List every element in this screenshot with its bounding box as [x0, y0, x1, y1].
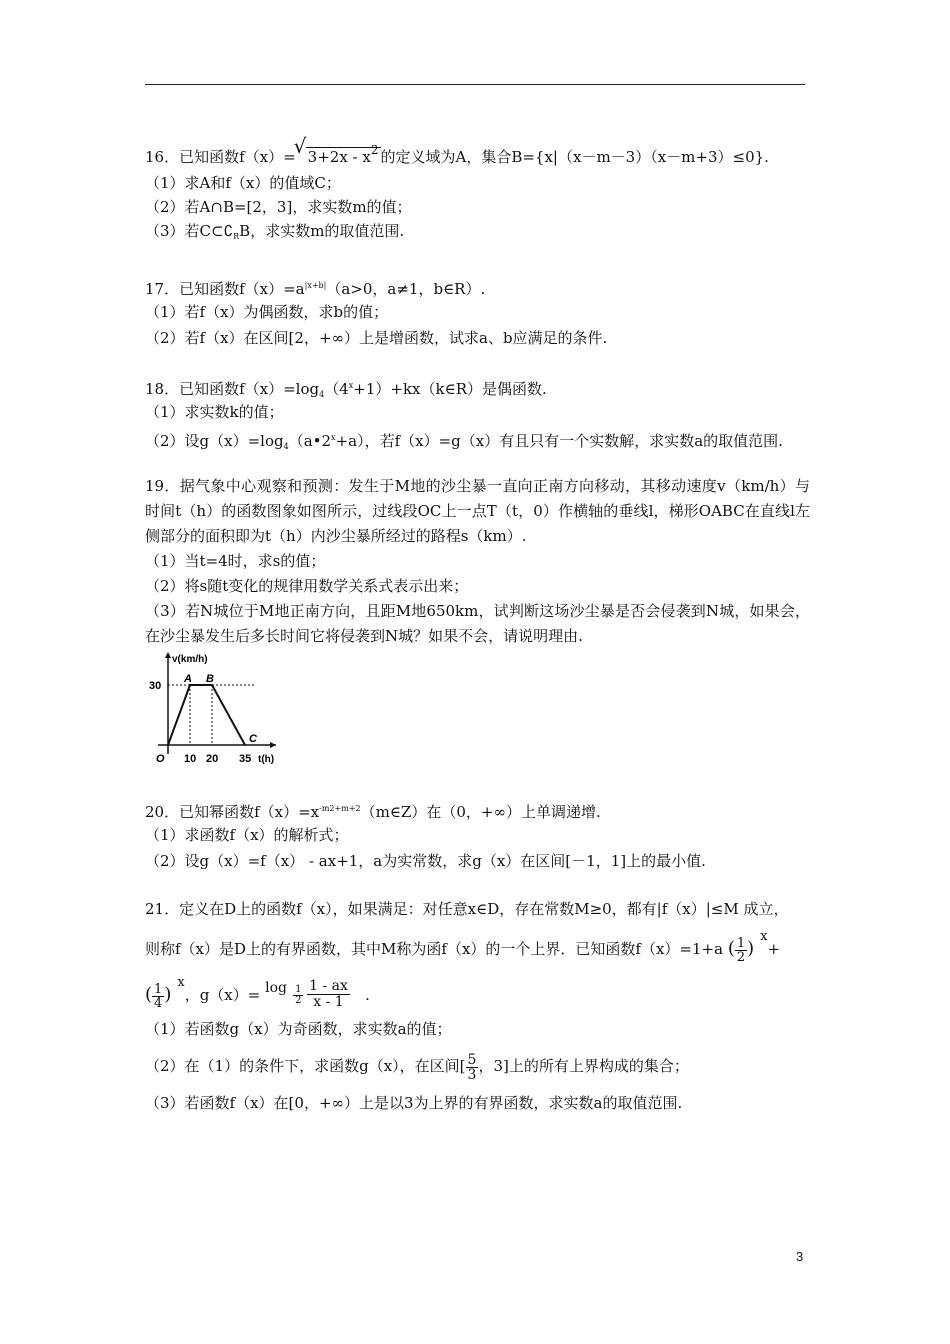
q21-part3: （3）若函数f（x）在[0，+∞）上是以3为上界的有界函数，求实数a的取值范围.	[145, 1094, 683, 1112]
fraction-one-quarter	[152, 983, 164, 1010]
log-base	[293, 985, 303, 1006]
q18-part2	[145, 427, 810, 449]
point-label-A: A	[184, 673, 192, 685]
q18-p2-post: +a），若f（x）=g（x）有且只有一个实数解，求实数a的取值范围.	[335, 432, 783, 450]
q16-radicand: 3+2x - x	[307, 148, 371, 166]
exponent-x: x	[760, 929, 768, 944]
q18-stem-pre: 18．已知函数f（x）=log	[145, 380, 320, 398]
q21-stem2-pre: 则称f（x）是D上的有界函数，其中M称为函f（x）的一个上界．已知函数f（x）=1+a	[145, 940, 724, 958]
q18-stem-mid: （4	[324, 380, 349, 398]
q16-part3	[145, 220, 810, 242]
paren-open: (	[727, 938, 735, 959]
paren-open: (	[145, 984, 153, 1005]
log-arg-numerator: 1 - ax	[309, 978, 348, 994]
question-20	[145, 798, 810, 872]
q20-stem-pre: 20．已知幂函数f（x）=x	[145, 803, 320, 821]
q20-stem-post: （m∈Z）在（0，+∞）上单调递增.	[360, 803, 601, 821]
q21-stem-line1: 21．定义在D上的函数f（x），如果满足：对任意x∈D，存在常数M≥0，都有|f（x）|≤M 成立，	[145, 900, 789, 918]
five-thirds-numerator: 5	[467, 1051, 477, 1068]
half-denominator: 2	[736, 949, 746, 965]
q18-stem-post: +1）+kx（k∈R）是偶函数.	[353, 380, 547, 398]
y-axis-label: v(km/h)	[172, 654, 208, 665]
q16-p3-sub: R	[233, 232, 240, 241]
x-tick-label-35: 35	[239, 753, 252, 765]
velocity-time-graph	[148, 650, 278, 765]
paren-close: )	[747, 938, 755, 959]
y-axis-arrow-icon	[165, 652, 171, 658]
q17-stem-pre: 17．已知函数f（x）=a	[145, 280, 305, 298]
q18-p2-exp: x	[331, 433, 336, 442]
q16-stem-post: 的定义域为A，集合B={x|（x－m－3）（x－m+3）≤0}.	[380, 148, 769, 166]
x-tick-label-20: 20	[206, 753, 219, 765]
point-label-B: B	[206, 673, 214, 685]
paren-close: )	[164, 984, 172, 1005]
log-expression	[265, 979, 365, 1013]
q17-part2: （2）若f（x）在区间[2，+∞）上是增函数，试求a、b应满足的条件.	[145, 329, 608, 347]
q19-part1: （1）当t=4时，求s的值；	[145, 552, 326, 570]
q18-p2-sub: 4	[283, 442, 289, 451]
fraction-one-half	[735, 937, 747, 964]
y-tick-label-30: 30	[149, 680, 162, 692]
q18-p2-mid: （a•2	[288, 432, 332, 450]
exponent-x: x	[177, 975, 185, 990]
q20-part2: （2）设g（x）=f（x） - ax+1，a为实常数，求g（x）在区间[－1，1]上的最小值.	[145, 852, 706, 870]
q18-stem-exp: x	[348, 381, 354, 390]
x-axis-label: t(h)	[258, 754, 275, 765]
origin-label: O	[156, 753, 165, 765]
x-axis-arrow-icon	[270, 742, 276, 748]
q17-stem	[145, 275, 810, 297]
question-18	[145, 375, 810, 449]
x-tick-label-10: 10	[184, 753, 197, 765]
point-label-C: C	[249, 733, 257, 745]
half-numerator: 1	[736, 935, 746, 951]
log-base-denominator: 2	[295, 995, 302, 1006]
q21-stem-line2	[145, 929, 810, 965]
q20-part1: （1）求函数f（x）的解析式；	[145, 826, 349, 844]
log-argument	[307, 979, 350, 1010]
q21-part2	[145, 1051, 810, 1083]
log-word: log	[265, 980, 287, 996]
q18-part1: （1）求实数k的值；	[145, 403, 284, 421]
q16-stem	[145, 136, 810, 164]
q16-part2: （2）若A∩B=[2，3]，求实数m的值；	[145, 198, 412, 216]
q16-p3-pre: （3）若C⊂∁	[145, 222, 234, 240]
five-thirds-denominator: 3	[467, 1066, 477, 1083]
q21-stem-line3	[145, 975, 810, 1012]
q21-g-pre: ，g（x）=	[184, 986, 261, 1004]
log-base-numerator: 1	[295, 984, 302, 995]
velocity-line	[168, 685, 245, 745]
plus-sign: +	[767, 940, 781, 958]
q18-stem-sub: 4	[319, 390, 325, 399]
period: .	[365, 986, 370, 1004]
q19-part3: （3）若N城位于M地正南方向，且距M地650km，试判断这场沙尘暴是否会侵袭到N城，如果会，在沙尘暴发生后多长时间它将侵袭到N城？如果不会，请说明理由.	[145, 602, 810, 645]
q20-stem	[145, 798, 810, 820]
q16-p3-post: B，求实数m的取值范围.	[239, 222, 405, 240]
q17-stem-exp: |x+b|	[304, 281, 327, 290]
log-arg-denominator: x - 1	[313, 994, 344, 1010]
q19-stem: 19．据气象中心观察和预测：发生于M地的沙尘暴一直向正南方向移动，其移动速度v（km/h）与时间t（h）的函数图象如图所示，过线段OC上一点T（t，0）作横轴的垂线l，梯形OABC在直线l左侧部分的面积即为t（h）内沙尘暴所经过的路程s（km）.	[145, 477, 810, 545]
page-number: 3	[796, 1249, 804, 1264]
fraction-five-thirds	[466, 1053, 479, 1082]
q16-radicand-exp: 2	[370, 143, 379, 157]
q20-stem-exp: -m2+m+2	[319, 804, 361, 813]
q21-p2-pre: （2）在（1）的条件下，求函数g（x），在区间[	[145, 1057, 466, 1075]
sqrt-symbol	[296, 136, 381, 171]
q17-stem-post: （a>0，a≠1，b∈R）.	[326, 280, 486, 298]
q21-part1: （1）若函数g（x）为奇函数，求实数a的值；	[145, 1020, 452, 1038]
q21-p2-post: ，3]上的所有上界构成的集合；	[478, 1057, 689, 1075]
question-19	[145, 474, 810, 649]
question-21	[145, 898, 810, 1114]
q18-stem	[145, 375, 810, 397]
q18-p2-pre: （2）设g（x）=log	[145, 432, 284, 450]
q19-part2: （2）将s随t变化的规律用数学关系式表示出来；	[145, 577, 469, 595]
question-16	[145, 136, 810, 242]
quarter-denominator: 4	[154, 995, 163, 1011]
question-17	[145, 275, 810, 349]
q16-part1: （1）求A和f（x）的值域C；	[145, 174, 341, 192]
q17-part1: （1）若f（x）为偶函数，求b的值；	[145, 303, 389, 321]
q16-stem-pre: 16．已知函数f（x）=	[145, 148, 296, 166]
quarter-numerator: 1	[154, 981, 163, 997]
header-rule	[145, 84, 805, 85]
